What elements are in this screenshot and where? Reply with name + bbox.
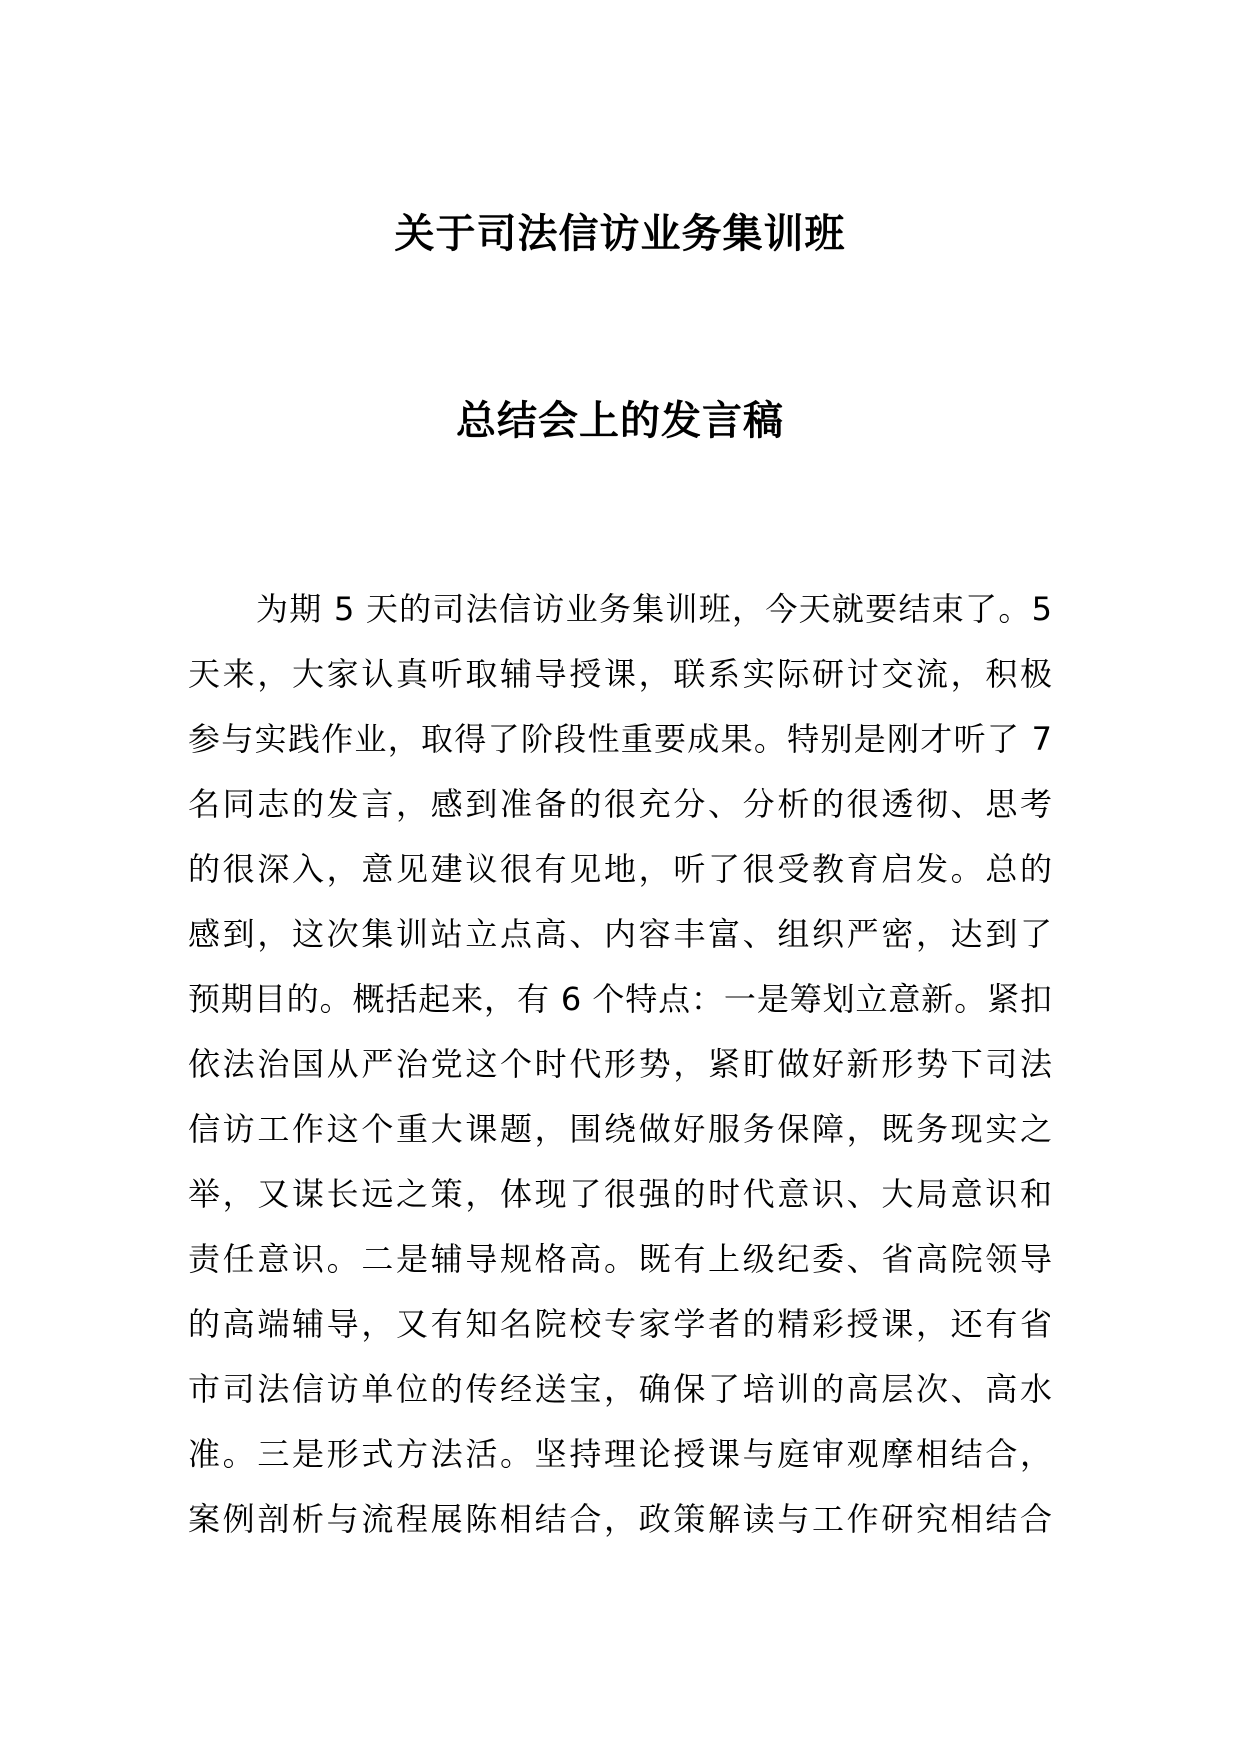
body-line-15: 案例剖析与流程展陈相结合，政策解读与工作研究相结合 xyxy=(188,1500,1052,1538)
body-line-9: 信访工作这个重大课题，围绕做好服务保障，既务现实之 xyxy=(188,1110,1052,1148)
document-title-line-1: 关于司法信访业务集训班 xyxy=(394,211,846,257)
body-line-6: 感到，这次集训站立点高、内容丰富、组织严密，达到了 xyxy=(188,915,1052,953)
body-line-14: 准。三是形式方法活。坚持理论授课与庭审观摩相结合， xyxy=(188,1435,1052,1473)
body-line-5: 的很深入，意见建议很有见地，听了很受教育启发。总的 xyxy=(188,850,1052,888)
body-line-1: 为期 5 天的司法信访业务集训班，今天就要结束了。5 xyxy=(256,590,1052,628)
body-line-12: 的高端辅导，又有知名院校专家学者的精彩授课，还有省 xyxy=(188,1305,1052,1343)
body-line-2: 天来，大家认真听取辅导授课，联系实际研讨交流，积极 xyxy=(188,655,1052,693)
body-line-13: 市司法信访单位的传经送宝，确保了培训的高层次、高水 xyxy=(188,1370,1052,1408)
body-line-11: 责任意识。二是辅导规格高。既有上级纪委、省高院领导 xyxy=(188,1240,1052,1278)
document-title-line-2: 总结会上的发言稿 xyxy=(456,398,784,444)
body-paragraph xyxy=(188,577,1052,1552)
body-line-3: 参与实践作业，取得了阶段性重要成果。特别是刚才听了 7 xyxy=(188,720,1052,758)
body-line-4: 名同志的发言，感到准备的很充分、分析的很透彻、思考 xyxy=(188,785,1052,823)
body-line-7: 预期目的。概括起来，有 6 个特点：一是筹划立意新。紧扣 xyxy=(188,980,1052,1018)
body-line-8: 依法治国从严治党这个时代形势，紧盯做好新形势下司法 xyxy=(188,1045,1052,1083)
body-line-10: 举，又谋长远之策，体现了很强的时代意识、大局意识和 xyxy=(188,1175,1052,1213)
